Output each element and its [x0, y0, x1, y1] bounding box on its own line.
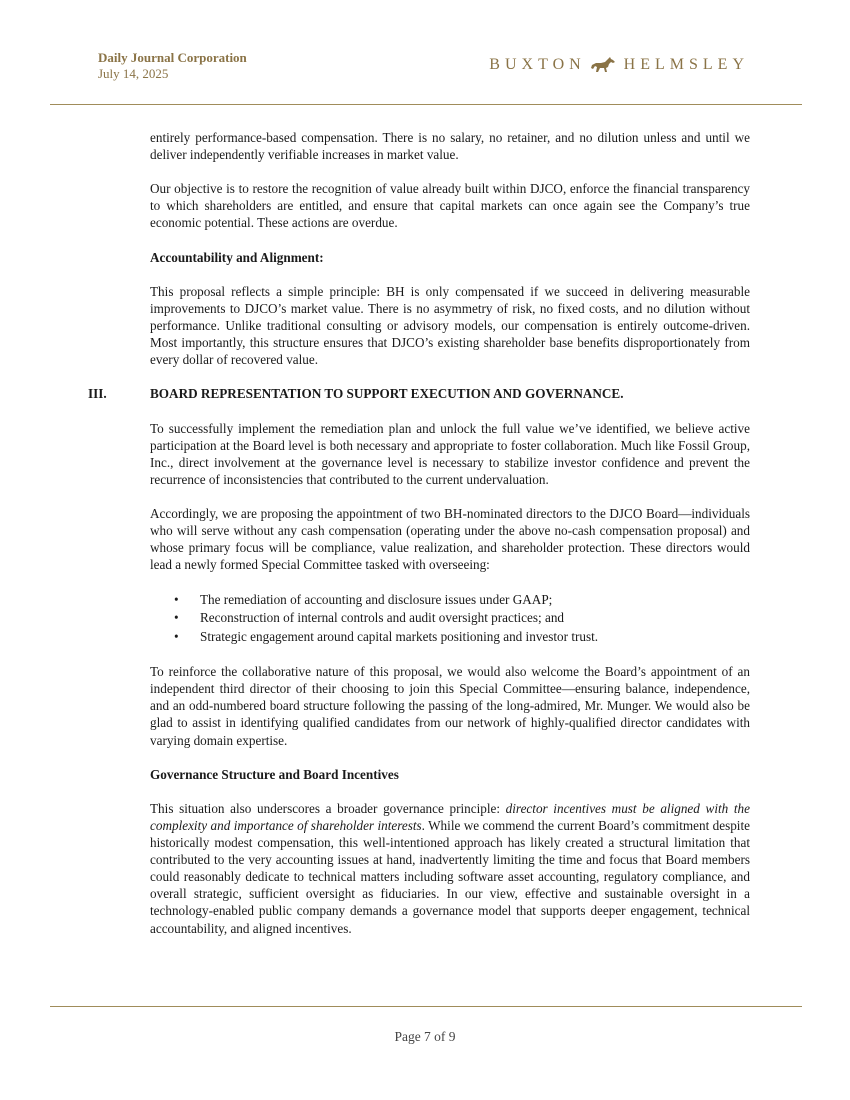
paragraph: To reinforce the collaborative nature of this proposal, we would also welcome the Board’s appointment of an independent third director of their choosing to join this Special Committee—ensuring balance, independence, and an odd-numbered board structure following the passing of the long-admired, Mr. Munger. We would also be glad to assist in identifying qualified candidates from our network of highly-qualified director candidates with varying domain expertise. — [150, 664, 750, 748]
section-number: III. — [88, 386, 107, 402]
bullet-list — [150, 591, 750, 647]
list-item: • Reconstruction of internal controls and audit oversight practices; and — [174, 610, 565, 626]
header-date: July 14, 2025 — [98, 66, 169, 81]
subheading-accountability: Accountability and Alignment: — [150, 249, 324, 265]
brand-logo — [489, 56, 749, 74]
section-title: BOARD REPRESENTATION TO SUPPORT EXECUTION AND GOVERNANCE. — [150, 386, 624, 402]
header-company: Daily Journal Corporation — [98, 50, 247, 65]
paragraph: Our objective is to restore the recognition of value already built within DJCO, enforce the financial transparency to which shareholders are entitled, and ensure that capital markets can once again see the Company’s true economic potential. These actions are overdue. — [150, 181, 750, 231]
emphasized-principle: director incentives must be aligned with the complexity and importance of shareholder interests — [150, 800, 750, 833]
paragraph: To successfully implement the remediation plan and unlock the full value we’ve identified, we believe active participation at the Board level is both necessary and appropriate to foster collaboration. Much like Fossil Group, Inc., direct involvement at the governance level is necessary to stabilize investor confidence and prevent the recurrence of inconsistencies that contributed to the current undervaluation. — [150, 420, 750, 487]
page-number: Page 7 of 9 — [394, 1029, 456, 1044]
brand-name-left: BUXTON — [489, 56, 586, 73]
subheading-governance: Governance Structure and Board Incentives — [150, 766, 399, 782]
horse-icon — [590, 56, 616, 74]
header-divider — [50, 104, 802, 105]
list-item: • Strategic engagement around capital markets positioning and investor trust. — [174, 628, 599, 644]
paragraph: This situation also underscores a broader governance principle: director incentives must be aligned with the complexity and importance of shareholder interests. While we commend the current Board’s commitment despite historically modest compensation, this well-intentioned approach has likely created a structural limitation that contributed to the very accounting issues at hand, inadvertently limiting the time and focus that Board members could reasonably dedicate to technical matters including software asset accounting, regulatory compliance, and overall strategic, sufficient oversight as fiduciaries. In our view, effective and sustainable oversight in a technology-enabled public company demands a governance model that supports deeper engagement, technical accountability, and aligned incentives. — [150, 800, 750, 936]
letter-body — [88, 129, 750, 937]
paragraph: entirely performance-based compensation. There is no salary, no retainer, and no dilution unless and until we deliver independently verifiable increases in market value. — [150, 130, 750, 163]
section-heading — [88, 385, 750, 402]
footer-divider — [50, 1006, 802, 1007]
list-item: • The remediation of accounting and disclosure issues under GAAP; — [174, 591, 553, 607]
paragraph: This proposal reflects a simple principle: BH is only compensated if we succeed in delivering measurable improvements to DJCO’s market value. There is no asymmetry of risk, no fixed costs, and no dilution without performance. Unlike traditional consulting or advisory models, our compensation is entirely outcome-driven. Most importantly, this structure ensures that DJCO’s existing shareholder base benefits disproportionately from every dollar of recovered value. — [150, 283, 750, 368]
brand-name-right: HELMSLEY — [623, 56, 749, 73]
paragraph: Accordingly, we are proposing the appointment of two BH-nominated directors to the DJCO Board—individuals who will serve without any cash compensation (operating under the above no-cash compensation proposal) and whose primary focus will be compliance, value realization, and shareholder protection. These directors would lead a newly formed Special Committee tasked with overseeing: — [150, 506, 750, 573]
